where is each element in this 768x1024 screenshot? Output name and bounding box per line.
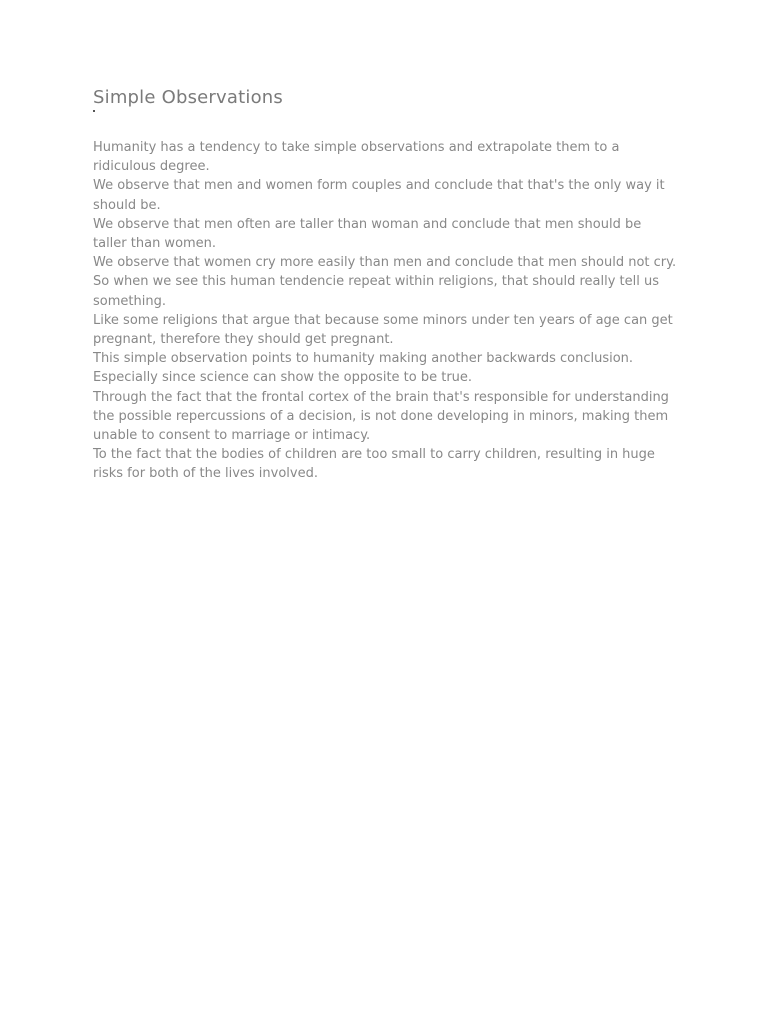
paragraph: Like some religions that argue that because some minors under ten years of age can get pregnant, therefore they should get pregnant. bbox=[93, 312, 673, 348]
paragraph: Through the fact that the frontal cortex of the brain that's responsible for understanding the possible repercussions of a decision, is not done developing in minors, making them unable to consent to marriage or intimacy. bbox=[93, 389, 669, 444]
document-content bbox=[93, 86, 678, 484]
page-title: Simple Observations bbox=[93, 87, 283, 108]
document-body bbox=[93, 138, 678, 484]
paragraph: So when we see this human tendencie repeat within religions, that should really tell us something. bbox=[93, 274, 660, 309]
paragraph: Especially since science can show the opposite to be true. bbox=[93, 370, 473, 386]
paragraph: Humanity has a tendency to take simple observations and extrapolate them to a ridiculous degree. bbox=[93, 140, 620, 175]
paragraph: This simple observation points to humanity making another backwards conclusion. bbox=[93, 351, 634, 367]
paragraph: We observe that men often are taller than woman and conclude that men should be taller than women. bbox=[93, 216, 642, 252]
paragraph: We observe that men and women form couples and conclude that that's the only way it should be. bbox=[93, 178, 665, 213]
text-cursor-mark bbox=[93, 110, 95, 112]
paragraph: We observe that women cry more easily than men and conclude that men should not cry. bbox=[93, 255, 677, 271]
paragraph: To the fact that the bodies of children are too small to carry children, resulting in huge risks for both of the lives involved. bbox=[93, 447, 655, 482]
